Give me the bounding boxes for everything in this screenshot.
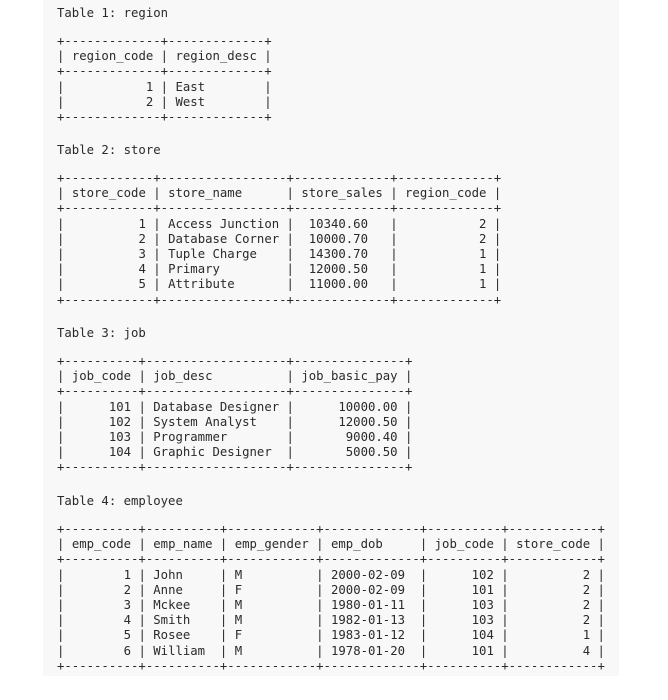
column-header: region_code <box>405 186 487 201</box>
table-row: | 103 | Programmer | 9000.40 | <box>57 430 413 445</box>
column-header: store_code <box>71 186 146 201</box>
table-cell: F <box>234 582 309 597</box>
table-row: | 5 | Attribute | 11000.00 | 1 | <box>57 277 502 292</box>
table-cell: 1 <box>405 277 487 292</box>
table-cell: 2000-02-09 <box>330 582 413 597</box>
table-cell: Graphic Designer <box>153 445 280 460</box>
table-cell: 3 <box>71 598 132 613</box>
table-row: | 1 | John | M | 2000-02-09 | 102 | 2 | <box>57 567 605 582</box>
table-cell: M <box>234 613 309 628</box>
table-cell: 1 <box>71 567 132 582</box>
table-cell: East <box>175 79 257 94</box>
column-header: store_name <box>168 186 280 201</box>
table-caption-employee: Table 4: employee <box>57 494 183 508</box>
table-cell: 1 <box>71 79 154 94</box>
table-cell: Anne <box>153 582 213 597</box>
table-cell: 1 <box>405 247 487 262</box>
table-cell: 10000.70 <box>301 231 383 246</box>
table-cell: 103 <box>71 430 132 445</box>
table-cell: Programmer <box>153 430 280 445</box>
employee-table: +----------+----------+------------+-------------+----------+------------+ | emp_code | emp_name | emp_gender | emp_dob | job_code | store_code | +----------+----------+------------+-------------+----------+------------+ | 1 | John | M | 2000-02-09 | 102 | 2 | | 2 | Anne | F | 2000-02-09 | 101 | 2 | | 3 | Mckee | M | 1980-01-11 | 103 | 2 | | 4 | Smith | M | 1982-01-13 | 103 | 2 | | 5 | Rosee | F | 1983-01-12 | 104 | 1 | | 6 | William | M | 1978-01-20 | 101 | 4 | +----------+----------+------------+-------------+----------+------------+ <box>57 522 605 673</box>
table-cell: Rosee <box>153 628 213 643</box>
table-cell: 6 <box>71 643 132 658</box>
table-row: | 3 | Tuple Charge | 14300.70 | 1 | <box>57 247 502 262</box>
column-header: job_code <box>434 537 494 552</box>
table-cell: 5 <box>71 628 132 643</box>
table-cell: 2 <box>516 582 591 597</box>
table-cell: West <box>175 94 257 109</box>
job-table: +----------+-------------------+---------------+ | job_code | job_desc | job_basic_pay | +----------+-------------------+---------------+ | 101 | Database Designer | 10000.00 | | 102 | System Analyst | 12000.50 | | 103 | Programmer | 9000.40 | | 104 | Graphic Designer | 5000.50 | +----------+-------------------+---------------+ <box>57 354 413 475</box>
table-cell: 2 <box>405 231 487 246</box>
table-row: | 4 | Primary | 12000.50 | 1 | <box>57 262 502 277</box>
column-header: store_code <box>516 537 591 552</box>
column-header: emp_gender <box>234 537 309 552</box>
table-cell: 4 <box>71 613 132 628</box>
table-cell: 104 <box>434 628 494 643</box>
table-cell: 4 <box>516 643 591 658</box>
table-cell: 2 <box>71 94 154 109</box>
column-header: job_basic_pay <box>301 369 398 384</box>
table-cell: 11000.00 <box>301 277 383 292</box>
table-cell: 5000.50 <box>301 445 398 460</box>
table-cell: Database Corner <box>168 231 280 246</box>
region-table: +-------------+-------------+ | region_code | region_desc | +-------------+-------------+ | 1 | East | | 2 | West | +-------------+-------------+ <box>57 34 272 125</box>
table-row: | 2 | Anne | F | 2000-02-09 | 101 | 2 | <box>57 582 605 597</box>
table-cell: Attribute <box>168 277 280 292</box>
table-cell: 2 <box>71 231 146 246</box>
table-cell: 9000.40 <box>301 430 398 445</box>
store-table: +------------+-----------------+-------------+-------------+ | store_code | store_name | store_sales | region_code | +------------+-----------------+-------------+-------------+ | 1 | Access Junction | 10340.60 | 2 | | 2 | Database Corner | 10000.70 | 2 | | 3 | Tuple Charge | 14300.70 | 1 | | 4 | Primary | 12000.50 | 1 | | 5 | Attribute | 11000.00 | 1 | +------------+-----------------+-------------+-------------+ <box>57 171 502 307</box>
table-cell: 2000-02-09 <box>330 567 413 582</box>
table-row: | 2 | Database Corner | 10000.70 | 2 | <box>57 231 502 246</box>
table-cell: Smith <box>153 613 213 628</box>
table-caption-store: Table 2: store <box>57 143 161 157</box>
table-cell: 4 <box>71 262 146 277</box>
table-cell: System Analyst <box>153 414 280 429</box>
table-cell: 12000.50 <box>301 262 383 277</box>
column-header: region_code <box>71 49 154 64</box>
table-cell: F <box>234 628 309 643</box>
table-cell: 102 <box>71 414 132 429</box>
table-row: | 1 | Access Junction | 10340.60 | 2 | <box>57 216 502 231</box>
table-cell: 1980-01-11 <box>330 598 413 613</box>
table-cell: Database Designer <box>153 399 280 414</box>
table-cell: 10340.60 <box>301 216 383 231</box>
table-cell: 2 <box>516 613 591 628</box>
table-row: | 4 | Smith | M | 1982-01-13 | 103 | 2 | <box>57 613 605 628</box>
table-cell: 101 <box>71 399 132 414</box>
table-row: | 1 | East | <box>57 79 272 94</box>
table-cell: 2 <box>405 216 487 231</box>
table-cell: Access Junction <box>168 216 280 231</box>
table-cell: 1983-01-12 <box>330 628 413 643</box>
column-header: emp_dob <box>330 537 413 552</box>
table-cell: 102 <box>434 567 494 582</box>
column-header: job_code <box>71 369 132 384</box>
column-header: job_desc <box>153 369 280 384</box>
table-cell: Mckee <box>153 598 213 613</box>
table-cell: 3 <box>71 247 146 262</box>
column-header: emp_name <box>153 537 213 552</box>
column-header: region_desc <box>175 49 257 64</box>
table-cell: 2 <box>71 582 132 597</box>
table-cell: M <box>234 643 309 658</box>
table-cell: 2 <box>516 567 591 582</box>
table-cell: 10000.00 <box>301 399 398 414</box>
table-row: | 5 | Rosee | F | 1983-01-12 | 104 | 1 | <box>57 628 605 643</box>
table-cell: 103 <box>434 613 494 628</box>
table-cell: 101 <box>434 582 494 597</box>
column-header: store_sales <box>301 186 383 201</box>
table-cell: 5 <box>71 277 146 292</box>
table-cell: 1982-01-13 <box>330 613 413 628</box>
table-caption-job: Table 3: job <box>57 326 146 340</box>
table-cell: 1978-01-20 <box>330 643 413 658</box>
table-cell: Primary <box>168 262 280 277</box>
table-row: | 101 | Database Designer | 10000.00 | <box>57 399 413 414</box>
table-cell: M <box>234 567 309 582</box>
table-row: | 104 | Graphic Designer | 5000.50 | <box>57 445 413 460</box>
table-row: | 6 | William | M | 1978-01-20 | 101 | 4 | <box>57 643 605 658</box>
table-row: | 3 | Mckee | M | 1980-01-11 | 103 | 2 | <box>57 598 605 613</box>
table-cell: 1 <box>405 262 487 277</box>
table-cell: John <box>153 567 213 582</box>
table-row: | 2 | West | <box>57 94 272 109</box>
table-row: | 102 | System Analyst | 12000.50 | <box>57 414 413 429</box>
table-cell: 1 <box>516 628 591 643</box>
table-cell: 101 <box>434 643 494 658</box>
table-cell: 104 <box>71 445 132 460</box>
column-header: emp_code <box>71 537 132 552</box>
table-caption-region: Table 1: region <box>57 6 169 20</box>
table-cell: William <box>153 643 213 658</box>
table-cell: M <box>234 598 309 613</box>
table-cell: 2 <box>516 598 591 613</box>
table-cell: 14300.70 <box>301 247 383 262</box>
table-cell: 1 <box>71 216 146 231</box>
table-cell: 103 <box>434 598 494 613</box>
table-cell: Tuple Charge <box>168 247 280 262</box>
table-cell: 12000.50 <box>301 414 398 429</box>
